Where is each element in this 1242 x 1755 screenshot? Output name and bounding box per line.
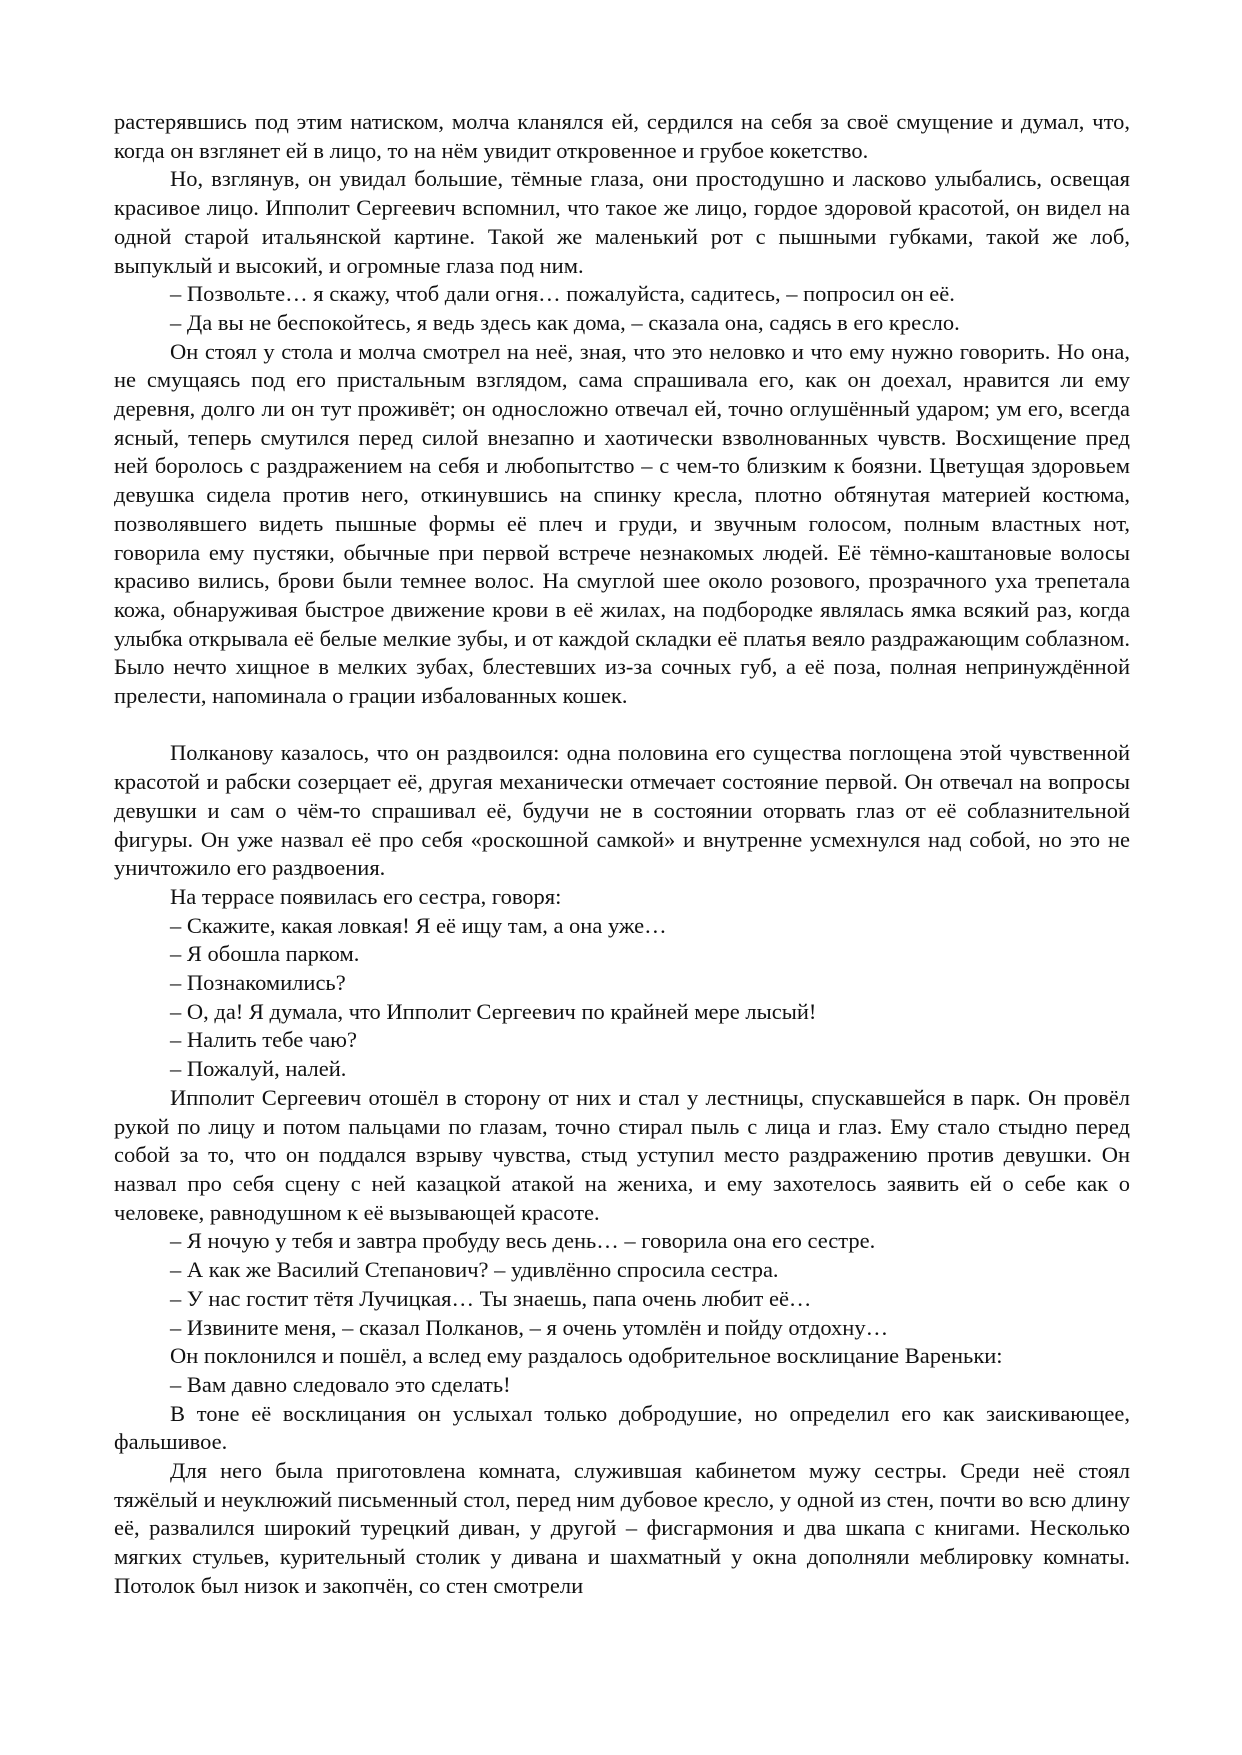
paragraph: Но, взглянув, он увидал большие, тёмные глаза, они простодушно и ласково улыбались, освещая красивое лицо. Ипполит Сергеевич вспомнил, что такое же лицо, гордое здоровой красотой, он видел на одной старой итальянской картине. Такой же маленький рот с пышными губками, такой же лоб, выпуклый и высокий, и огромные глаза под ним. (114, 166, 1130, 278)
dialogue-line: – Скажите, какая ловкая! Я её ищу там, а она уже… (170, 912, 667, 938)
dialogue-line: – Пожалуй, налей. (170, 1056, 347, 1082)
paragraph: Полканову казалось, что он раздвоился: одна половина его существа поглощена этой чувственной красотой и рабски созерцает её, другая механически отмечает состояние первой. Он отвечал на вопросы девушки и сам о чём-то спрашивал её, будучи не в состоянии оторвать глаз от её соблазнительной фигуры. Он уже назвал её про себя «роскошной самкой» и внутренне усмехнулся над собой, но это не уничтожило его раздвоения. (114, 740, 1130, 881)
dialogue-line: – А как же Василий Степанович? – удивлённо спросила сестра. (170, 1257, 779, 1283)
paragraph: Для него была приготовлена комната, служившая кабинетом мужу сестры. Среди неё стоял тяжёлый и неуклюжий письменный стол, перед ним дубовое кресло, у одной из стен, почти во всю длину её, развалился широкий турецкий диван, у другой – фисгармония и два шкапа с книгами. Несколько мягких стульев, курительный столик у дивана и шахматный у окна дополняли меблировку комнаты. Потолок был низок и закопчён, со стен смотрели (114, 1458, 1130, 1598)
paragraph: В тоне её восклицания он услыхал только добродушие, но определил его как заискивающее, фальшивое. (114, 1400, 1130, 1455)
document-page (114, 108, 1130, 1601)
dialogue-line: – Вам давно следовало это сделать! (170, 1371, 511, 1397)
paragraph: На террасе появилась его сестра, говоря: (170, 883, 562, 909)
dialogue-line: – Я ночую у тебя и завтра пробуду весь день… – говорила она его сестре. (170, 1228, 876, 1254)
dialogue-line: – О, да! Я думала, что Ипполит Сергеевич по крайней мере лысый! (170, 998, 817, 1024)
dialogue-line: – Позвольте… я скажу, чтоб дали огня… пожалуйста, садитесь, – попросил он её. (170, 281, 955, 307)
dialogue-line: – Да вы не беспокойтесь, я ведь здесь как дома, – сказала она, садясь в его кресло. (170, 309, 960, 335)
dialogue-line: – У нас гостит тётя Лучицкая… Ты знаешь, папа очень любит её… (170, 1285, 812, 1311)
dialogue-line: – Извините меня, – сказал Полканов, – я очень утомлён и пойду отдохну… (170, 1314, 889, 1340)
paragraph: Он стоял у стола и молча смотрел на неё, зная, что это неловко и что ему нужно говорить. Но она, не смущаясь под его пристальным взглядом, сама спрашивала его, как он доехал, нравится ли ему деревня, долго ли он тут проживёт; он односложно отвечал ей, точно оглушённый ударом; ум его, всегда ясный, теперь смутился перед силой внезапно и хаотически взволнованных чувств. Восхищение пред ней боролось с раздражением на себя и любопытство – с чем-то близким к боязни. Цветущая здоровьем девушка сидела против него, откинувшись на спинку кресла, плотно обтянутая материей костюма, позволявшего видеть пышные формы её плеч и груди, и звучным голосом, полным властных нот, говорила ему пустяки, обычные при первой встрече незнакомых людей. Её тёмно-каштановые волосы красиво вились, брови были темнее волос. На смуглой шее около розового, прозрачного уха трепетала кожа, обнаруживая быстрое движение крови в её жилах, на подбородке являлась ямка всякий раз, когда улыбка открывала её белые мелкие зубы, и от каждой складки её платья веяло раздражающим соблазном. Было нечто хищное в мелких зубах, блестевших из-за сочных губ, а её поза, полная непринуждённой прелести, напоминала о грации избалованных кошек. (114, 338, 1130, 709)
paragraph: Ипполит Сергеевич отошёл в сторону от них и стал у лестницы, спускавшейся в парк. Он провёл рукой по лицу и потом пальцами по глазам, точно стирал пыль с лица и глаз. Ему стало стыдно перед собой за то, что он поддался взрыву чувства, стыд уступил место раздражению против девушки. Он назвал про себя сцену с ней казацкой атакой на жениха, и ему захотелось заявить ей о себе как о человеке, равнодушном к её вызывающей красоте. (114, 1084, 1130, 1225)
dialogue-line: – Налить тебе чаю? (170, 1027, 357, 1053)
paragraph: Он поклонился и пошёл, а вслед ему раздалось одобрительное восклицание Вареньки: (170, 1343, 1003, 1369)
dialogue-line: – Познакомились? (170, 970, 346, 996)
paragraph: растерявшись под этим натиском, молча кланялся ей, сердился на себя за своё смущение и думал, что, когда он взглянет ей в лицо, то на нём увидит откровенное и грубое кокетство. (114, 109, 1130, 163)
dialogue-line: – Я обошла парком. (170, 941, 360, 967)
